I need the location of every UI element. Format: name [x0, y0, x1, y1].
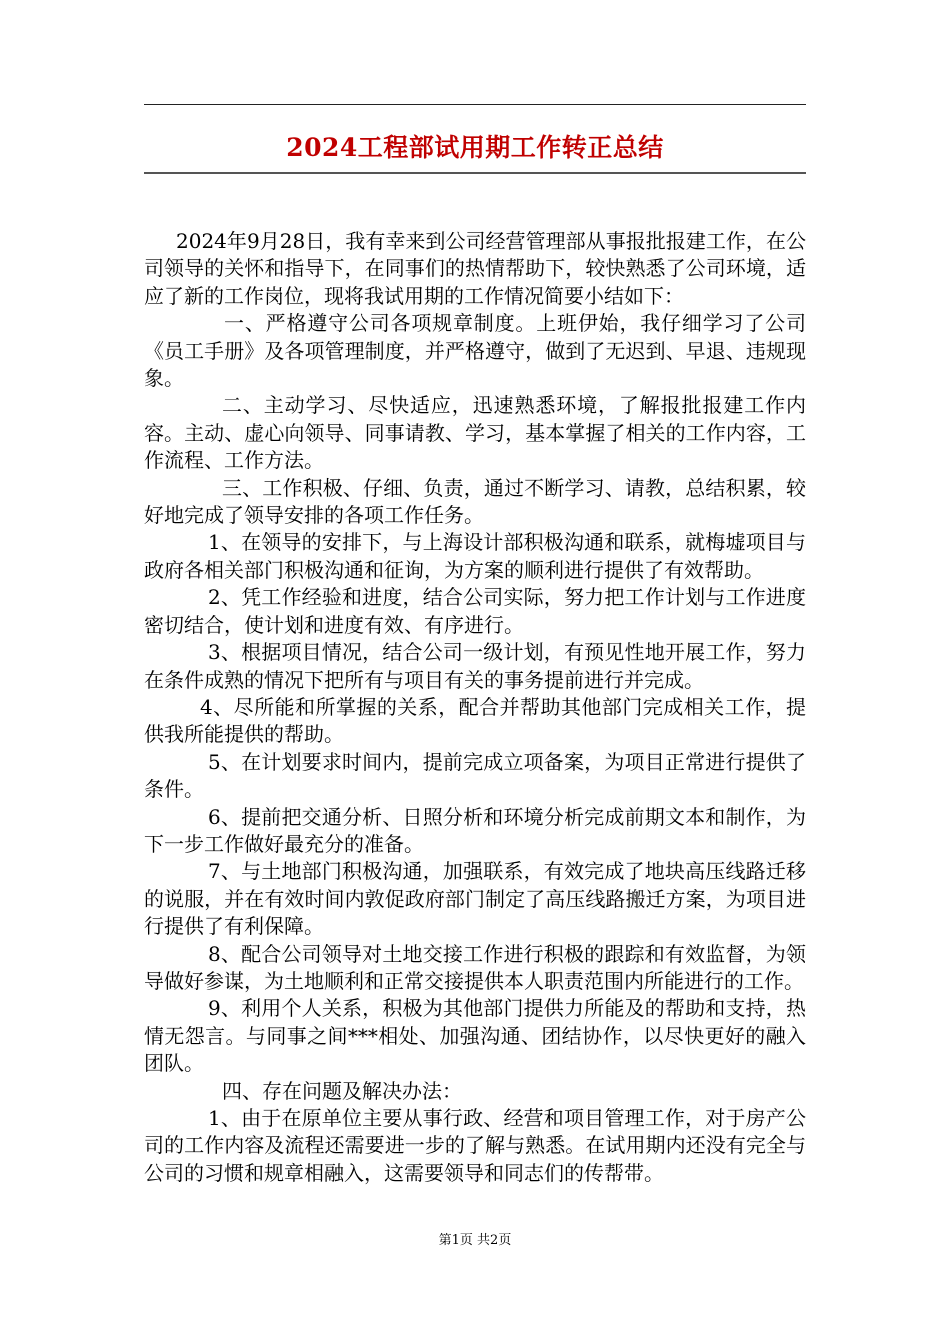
paragraph-item-2: 2、凭工作经验和进度，结合公司实际，努力把工作计划与工作进度密切结合，使计划和进度有效、有序进行。	[144, 585, 806, 637]
paragraph-item-5: 5、在计划要求时间内，提前完成立项备案，为项目正常进行提供了条件。	[144, 749, 806, 802]
header-rule-top	[144, 104, 806, 105]
paragraph-issue-1: 1、由于在原单位主要从事行政、经营和项目管理工作，对于房产公司的工作内容及流程还需要进一步的了解与熟悉。在试用期内还没有完全与公司的习惯和规章相融入，这需要领导和同志们的传帮带。	[144, 1106, 806, 1185]
paragraph-item-4: 4、尽所能和所掌握的关系，配合并帮助其他部门完成相关工作，提供我所能提供的帮助。	[144, 694, 806, 747]
paragraph-section-2: 二、主动学习、尽快适应，迅速熟悉环境，了解报批报建工作内容。主动、虚心向领导、同事请教、学习，基本掌握了相关的工作内容，工作流程、工作方法。	[144, 393, 806, 473]
paragraph-item-6: 6、提前把交通分析、日照分析和环境分析完成前期文本和制作，为下一步工作做好最充分的准备。	[144, 804, 806, 856]
document-title: 2024工程部试用期工作转正总结	[286, 133, 664, 162]
paragraph-section-4: 四、存在问题及解决办法：	[222, 1078, 462, 1103]
paragraph-item-1: 1、在领导的安排下，与上海设计部积极沟通和联系，就梅墟项目与政府各相关部门积极沟通和征询，为方案的顺利进行提供了有效帮助。	[144, 530, 806, 582]
paragraph-intro: 2024年9月28日，我有幸来到公司经营管理部从事报批报建工作，在公司领导的关怀和指导下，在同事们的热情帮助下，较快熟悉了公司环境，适应了新的工作岗位，现将我试用期的工作情况简要小结如下：	[144, 229, 806, 308]
paragraph-section-1: 一、严格遵守公司各项规章制度。上班伊始，我仔细学习了公司《员工手册》及各项管理制度，并严格遵守，做到了无迟到、早退、违规现象。	[144, 311, 806, 391]
paragraph-item-3: 3、根据项目情况，结合公司一级计划，有预见性地开展工作，努力在条件成熟的情况下把所有与项目有关的事务提前进行并完成。	[144, 640, 806, 692]
paragraph-item-8: 8、配合公司领导对土地交接工作进行积极的跟踪和有效监督，为领导做好参谋，为土地顺利和正常交接提供本人职责范围内所能进行的工作。	[144, 941, 806, 993]
header-rule-bottom	[144, 172, 806, 174]
paragraph-section-3: 三、工作积极、仔细、负责，通过不断学习、请教，总结积累，较好地完成了领导安排的各项工作任务。	[144, 475, 806, 528]
document-body	[144, 228, 806, 1187]
paragraph-item-7: 7、与土地部门积极沟通，加强联系，有效完成了地块高压线路迁移的说服，并在有效时间内敦促政府部门制定了高压线路搬迁方案，为项目进行提供了有利保障。	[144, 859, 806, 939]
paragraph-item-9: 9、利用个人关系，积极为其他部门提供力所能及的帮助和支持，热情无怨言。与同事之间***相处、加强沟通、团结协作，以尽快更好的融入团队。	[144, 996, 806, 1076]
page-number-footer: 第1页 共2页	[438, 1233, 512, 1248]
